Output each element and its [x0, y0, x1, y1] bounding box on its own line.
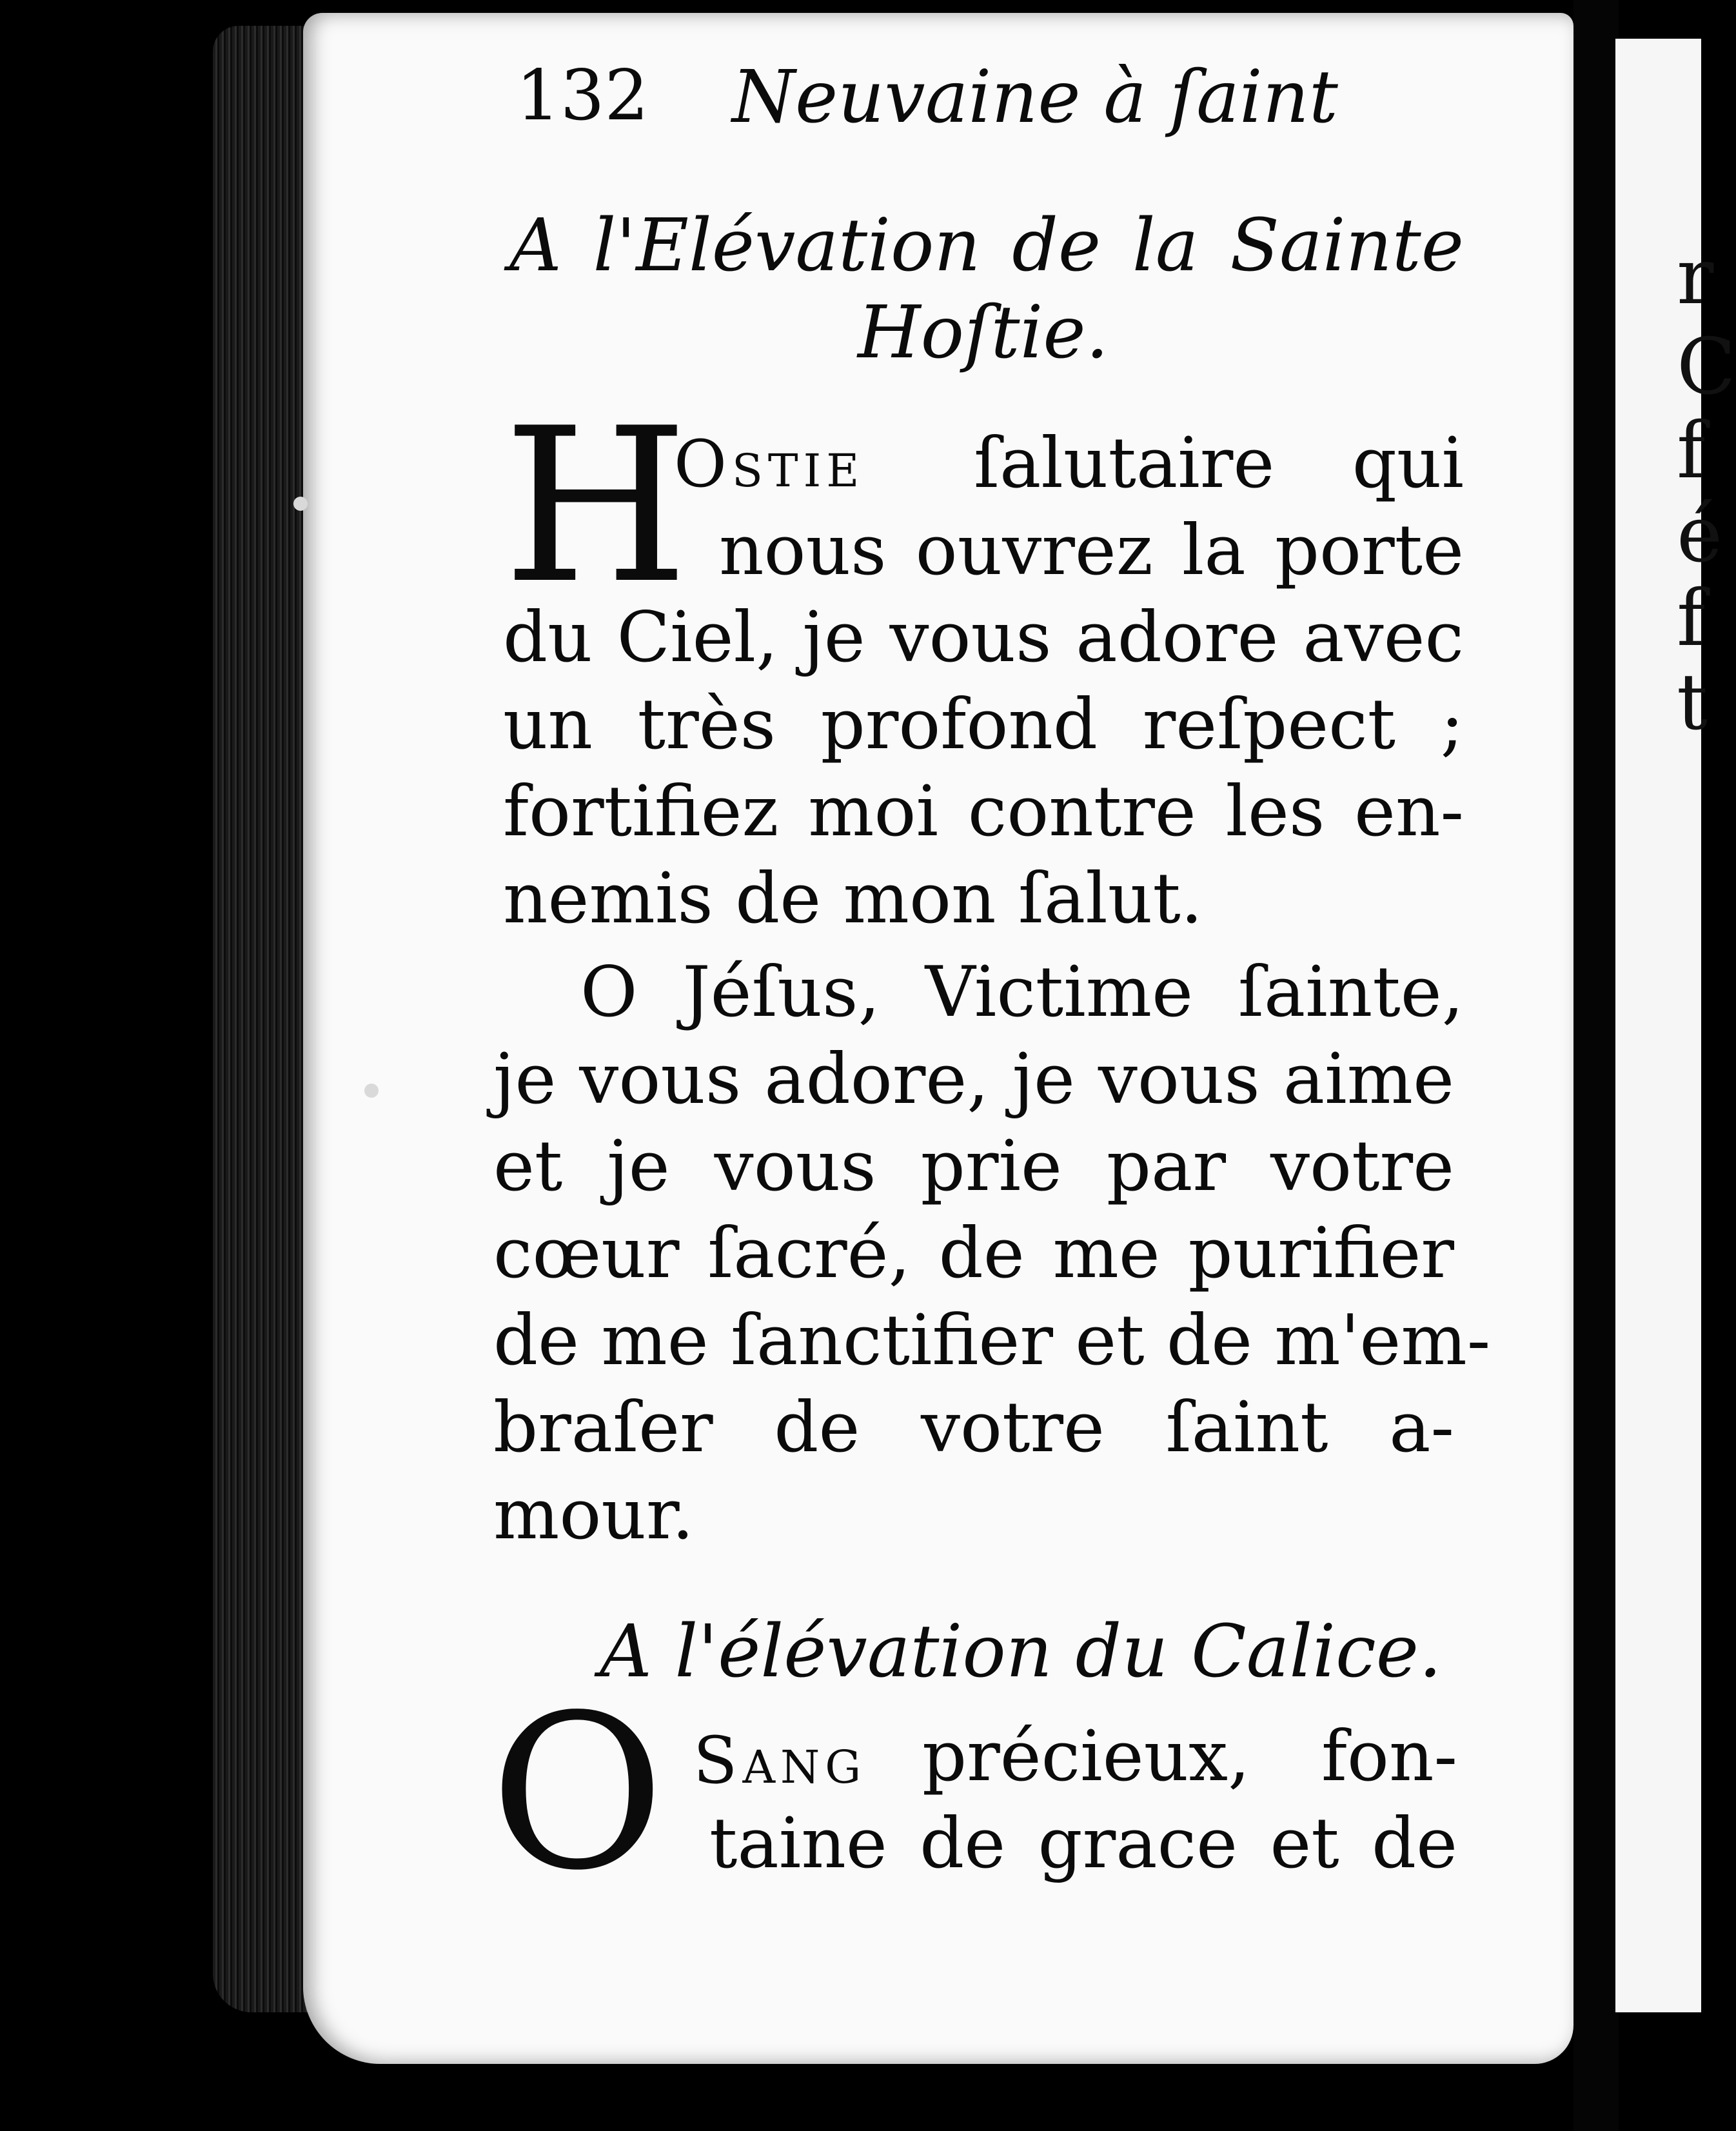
section-heading-line2: Hoſtie.: [858, 291, 1109, 375]
section-heading-line1: A l'Elévation de la Sainte: [509, 204, 1464, 288]
body-line: un très profond reſpect ;: [503, 684, 1464, 765]
book-gutter: [1573, 0, 1619, 2131]
facing-page-glyph: r: [1677, 232, 1714, 322]
drop-cap: H: [503, 382, 689, 630]
body-line: mour.: [493, 1474, 695, 1555]
body-line: de me ſanctifier et de m'em-: [493, 1300, 1491, 1381]
body-line: cœur ſacré, de me purifier: [493, 1213, 1454, 1294]
drop-cap: O: [490, 1669, 665, 1917]
page-speck: [364, 1084, 379, 1098]
body-line: et je vous prie par votre: [493, 1126, 1454, 1207]
body-line: nemis de mon ſalut.: [503, 858, 1203, 939]
body-line: O Jéſus, Victime ſainte,: [580, 952, 1464, 1033]
facing-page-glyph: f: [1677, 406, 1706, 496]
first-word: Ostie: [674, 426, 865, 502]
body-line: braſer de votre ſaint a-: [493, 1387, 1454, 1468]
body-line: fortifiez moi contre les en-: [503, 771, 1464, 852]
section-heading: A l'élévation du Calice.: [600, 1610, 1442, 1694]
body-line: taine de grace et de: [709, 1803, 1457, 1884]
body-line: précieux, fon-: [922, 1716, 1457, 1797]
facing-page-glyph: t: [1677, 658, 1708, 748]
running-title: Neuvaine à ſaint: [732, 55, 1338, 139]
body-line: du Ciel, je vous adore avec: [503, 597, 1464, 678]
body-line: nous ouvrez la porte: [719, 510, 1464, 591]
facing-page-glyph: é: [1677, 490, 1723, 580]
facing-page-glyph: f: [1677, 574, 1706, 664]
page-speck: [293, 497, 308, 511]
body-line: je vous adore, je vous aime: [493, 1039, 1454, 1120]
first-word: Sang: [693, 1723, 867, 1798]
facing-page-glyph: C: [1677, 322, 1736, 412]
page-number: 132: [516, 55, 649, 136]
body-line: ſalutaire qui: [974, 423, 1464, 504]
